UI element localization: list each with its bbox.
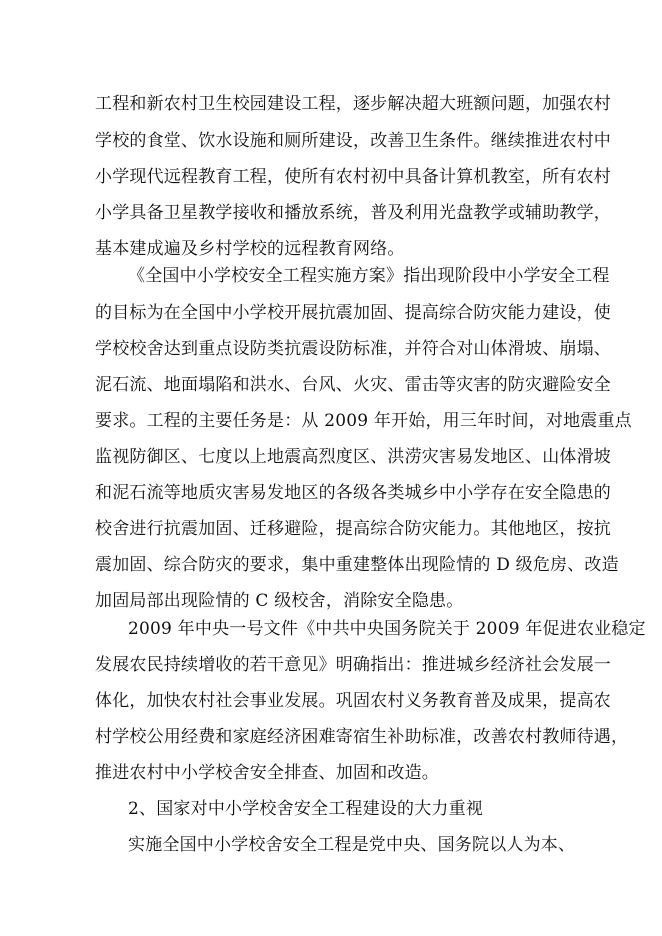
text-line: 体化，加快农村社会事业发展。巩固农村义务教育普及成果，提高农	[95, 691, 611, 711]
text-line: 和泥石流等地质灾害易发地区的各级各类城乡中小学存在安全隐患的	[95, 483, 611, 503]
text-line: 泥石流、地面塌陷和洪水、台风、火灾、雷击等灾害的防灾避险安全	[95, 375, 611, 395]
text-line: 学校校舍达到重点设防类抗震设防标准，并符合对山体滑坡、崩塌、	[95, 339, 611, 359]
paragraph-first-line: 实施全国中小学校舍安全工程是党中央、国务院以人为本、	[128, 835, 576, 855]
text-line: 学校的食堂、饮水设施和厕所建设，改善卫生条件。继续推进农村中	[95, 131, 611, 151]
text-line: 发展农民持续增收的若干意见》明确指出：推进城乡经济社会发展一	[95, 655, 611, 675]
paragraph-first-line: 《全国中小学校安全工程实施方案》指出现阶段中小学安全工程	[128, 266, 610, 286]
text-line: 工程和新农村卫生校园建设工程，逐步解决超大班额问题，加强农村	[95, 94, 611, 114]
text-line: 加固局部出现险情的 C 级校舍，消除安全隐患。	[95, 591, 464, 611]
text-line: 小学具备卫星教学接收和播放系统，普及利用光盘教学或辅助教学，	[95, 203, 611, 223]
text-line: 推进农村中小学校舍安全排查、加固和改造。	[95, 763, 439, 783]
text-line: 监视防御区、七度以上地震高烈度区、洪涝灾害易发地区、山体滑坡	[95, 447, 611, 467]
text-line: 校舍进行抗震加固、迁移避险，提高综合防灾能力。其他地区，按抗	[95, 519, 611, 539]
section-heading: 2、国家对中小学校舍安全工程建设的大力重视	[128, 799, 484, 819]
paragraph-first-line: 2009 年中央一号文件《中共中央国务院关于 2009 年促进农业稳定	[128, 619, 646, 639]
text-line: 要求。工程的主要任务是：从 2009 年开始，用三年时间，对地震重点	[95, 411, 632, 431]
text-line: 的目标为在全国中小学校开展抗震加固、提高综合防灾能力建设，使	[95, 303, 611, 323]
text-line: 小学现代远程教育工程，使所有农村初中具备计算机教室，所有农村	[95, 167, 611, 187]
text-line: 震加固、综合防灾的要求，集中重建整体出现险情的 D 级危房、改造	[95, 555, 619, 575]
text-line: 基本建成遍及乡村学校的远程教育网络。	[95, 239, 405, 259]
text-line: 村学校公用经费和家庭经济困难寄宿生补助标准，改善农村教师待遇，	[95, 727, 629, 747]
